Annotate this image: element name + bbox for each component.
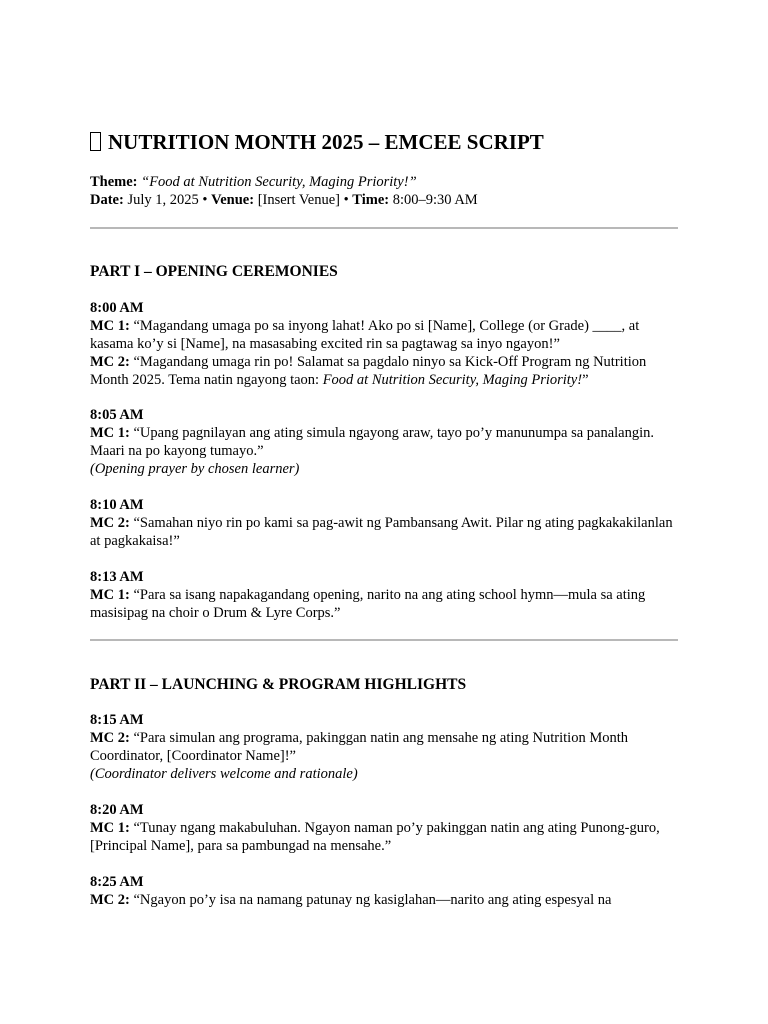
block-time: 8:10 AM — [90, 497, 144, 513]
script-text: “Magandang umaga po sa inyong lahat! Ako po si [Name], College (or Grade) ____, at kasama ko’y si [Name], na masasabing excited rin sa pagtawag sa inyo ngayon!” — [90, 318, 640, 352]
speaker-label: MC 2: — [90, 730, 130, 746]
speaker-label: MC 1: — [90, 425, 130, 441]
page-title-text: NUTRITION MONTH 2025 – EMCEE SCRIPT — [108, 130, 544, 154]
stage-note: (Opening prayer by chosen learner) — [90, 461, 300, 477]
script-text: “Ngayon po’y isa na namang patunay ng kasiglahan—narito ang ating espesyal na — [129, 892, 612, 908]
theme-inline: Food at Nutrition Security, Maging Priority! — [322, 372, 583, 388]
script-line — [90, 353, 680, 389]
block-time: 8:25 AM — [90, 874, 144, 890]
script-line — [90, 891, 680, 909]
bullet-separator: • — [343, 192, 349, 208]
time-value: 8:00–9:30 AM — [392, 192, 478, 208]
script-text: “Tunay ngang makabuluhan. Ngayon naman po’y pakinggan natin ang ating Punong-guro, [Principal Name], para sa pambungad na mensahe.” — [90, 820, 660, 854]
script-text: “Para simulan ang programa, pakinggan natin ang mensahe ng ating Nutrition Month Coordinator, [Coordinator Name]!” — [90, 730, 628, 764]
theme-value: “Food at Nutrition Security, Maging Priority!” — [141, 174, 417, 190]
script-block — [90, 406, 680, 478]
block-time: 8:00 AM — [90, 300, 144, 316]
script-text: “Para sa isang napakagandang opening, narito na ang ating school hymn—mula sa ating masisipag na choir o Drum & Lyre Corps.” — [90, 587, 646, 621]
script-block — [90, 299, 680, 389]
speaker-label: MC 2: — [90, 515, 130, 531]
script-block — [90, 873, 680, 909]
script-line — [90, 424, 680, 460]
block-time: 8:20 AM — [90, 802, 144, 818]
script-text-tail: ” — [582, 372, 589, 388]
bullet-separator: • — [202, 192, 208, 208]
speaker-label: MC 1: — [90, 820, 130, 836]
script-text: “Samahan niyo rin po kami sa pag-awit ng Pambansang Awit. Pilar ng ating pagkakakilanlan at pagkakaisa!” — [90, 515, 673, 549]
speaker-label: MC 2: — [90, 354, 130, 370]
speaker-label: MC 2: — [90, 892, 130, 908]
section-divider — [90, 639, 678, 641]
venue-value: [Insert Venue] — [257, 192, 340, 208]
page-title — [90, 129, 544, 155]
script-text: “Upang pagnilayan ang ating simula ngayong araw, tayo po’y manunumpa sa panalangin. Maari na po kayong tumayo.” — [90, 425, 655, 459]
script-line — [90, 586, 680, 622]
stage-note: (Coordinator delivers welcome and rationale) — [90, 766, 358, 782]
date-value: July 1, 2025 — [127, 192, 199, 208]
details-line — [90, 191, 478, 209]
script-line — [90, 819, 680, 855]
script-block — [90, 496, 680, 550]
speaker-label: MC 1: — [90, 318, 130, 334]
script-line — [90, 317, 680, 353]
part2-heading: PART II – LAUNCHING & PROGRAM HIGHLIGHTS — [90, 676, 467, 693]
venue-label: Venue: — [211, 192, 255, 208]
date-label: Date: — [90, 192, 124, 208]
block-time: 8:05 AM — [90, 407, 144, 423]
script-block — [90, 801, 680, 855]
block-time: 8:13 AM — [90, 569, 144, 585]
theme-line — [90, 173, 417, 191]
section-divider — [90, 227, 678, 229]
script-line — [90, 514, 680, 550]
part1-heading: PART I – OPENING CEREMONIES — [90, 263, 338, 280]
script-block — [90, 568, 680, 622]
theme-label: Theme: — [90, 174, 138, 190]
script-line — [90, 729, 680, 765]
missing-glyph-icon — [90, 132, 101, 151]
script-text: “Magandang umaga rin po! Salamat sa pagdalo ninyo sa Kick-Off Program ng Nutrition Month 2025. Tema natin ngayong taon: — [90, 354, 647, 388]
speaker-label: MC 1: — [90, 587, 130, 603]
time-label: Time: — [352, 192, 390, 208]
script-block — [90, 711, 680, 783]
block-time: 8:15 AM — [90, 712, 144, 728]
